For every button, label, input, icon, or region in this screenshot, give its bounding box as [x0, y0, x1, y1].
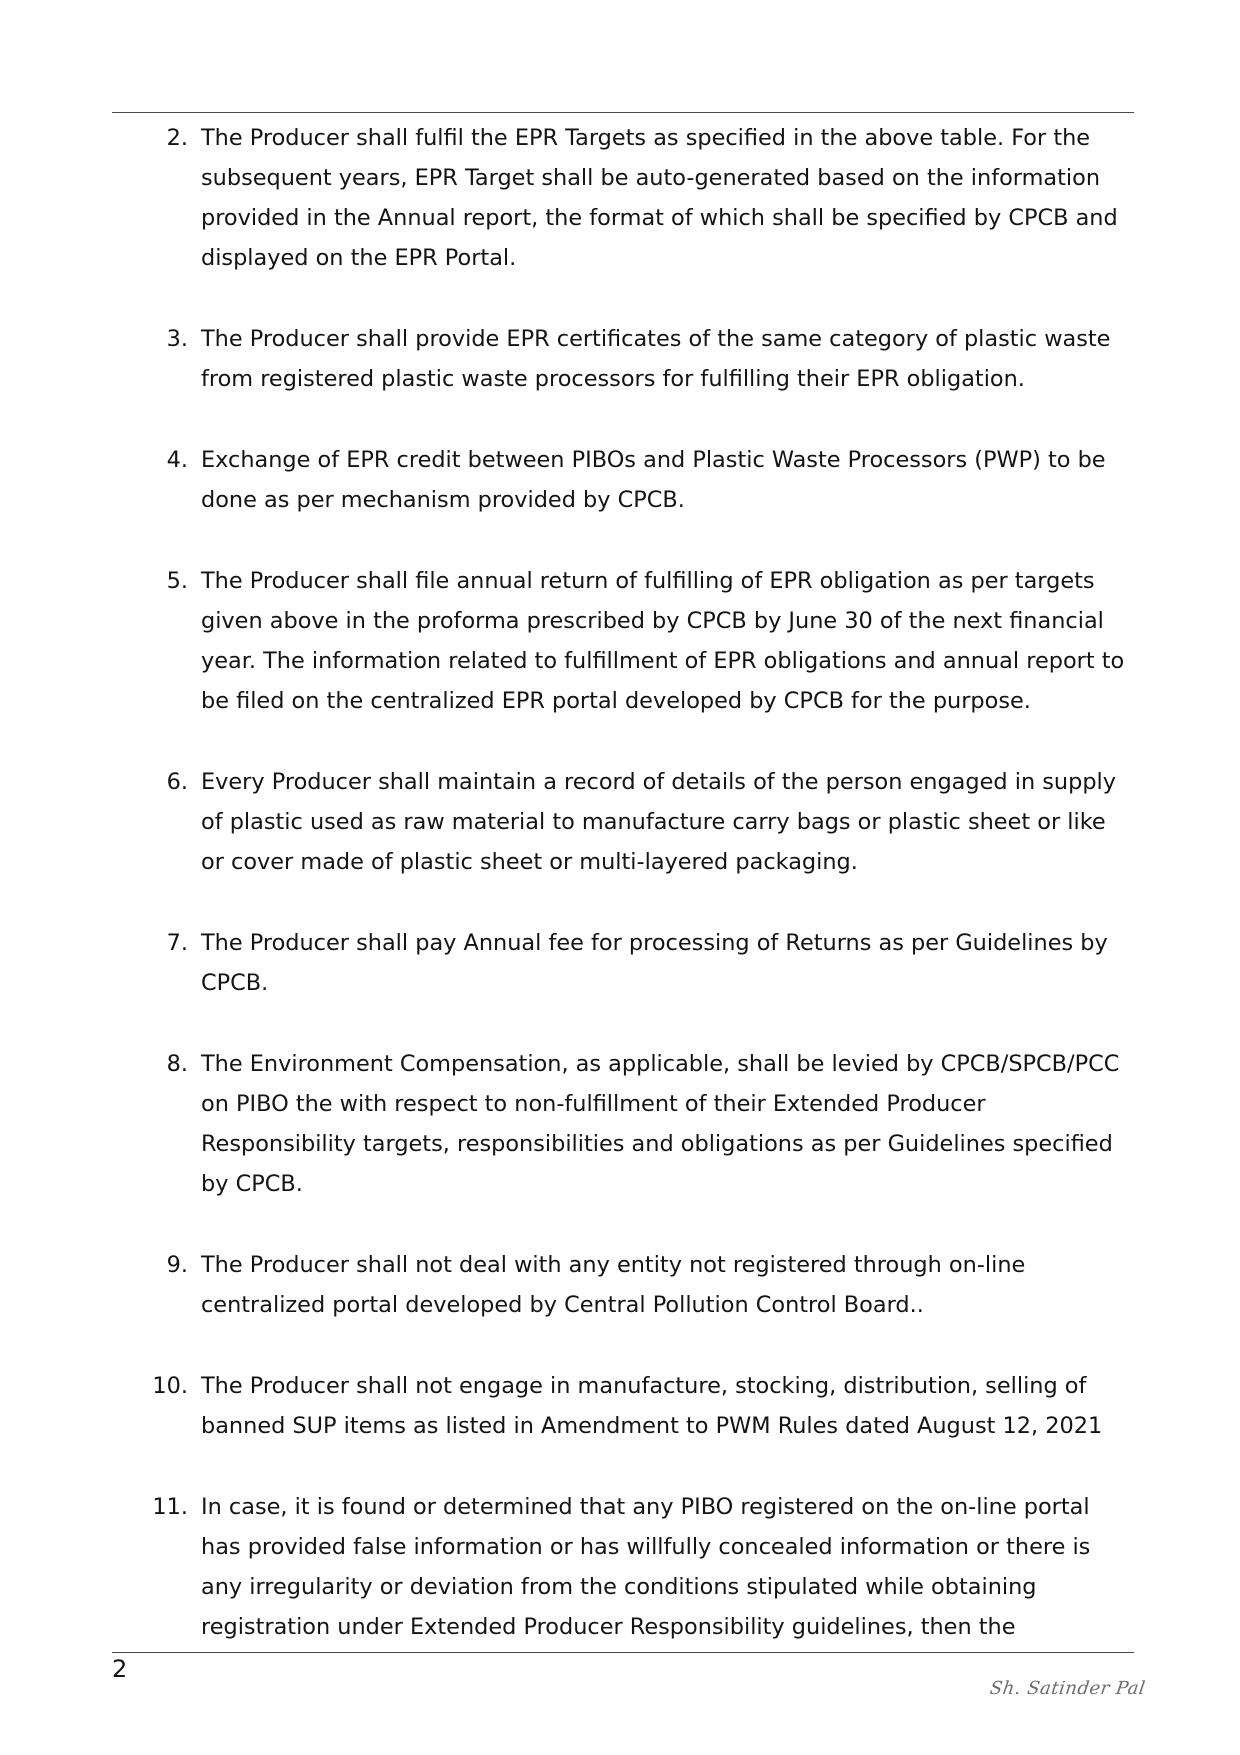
item-number: 8. [166, 1051, 188, 1077]
list-item [112, 561, 1134, 721]
item-text: The Producer shall file annual return of fulfilling of EPR obligation as per targets given above in the proforma prescribed by CPCB by June 30 of the next financial year. The information related to fulfillment of EPR obligations and annual report to be filed on the centralized EPR portal developed by CPCB for the purpose. [201, 568, 1125, 714]
item-text: The Producer shall not engage in manufacture, stocking, distribution, selling of banned SUP items as listed in Amendment to PWM Rules dated August 12, 2021 [201, 1373, 1103, 1439]
item-number: 4. [166, 447, 188, 473]
item-number: 11. [152, 1494, 188, 1520]
item-text: The Producer shall not deal with any entity not registered through on-line centralized portal developed by Central Pollution Control Board.. [201, 1252, 1026, 1318]
item-number: 10. [152, 1373, 188, 1399]
list-item [112, 1487, 1134, 1647]
item-text: The Producer shall fulfil the EPR Targets as specified in the above table. For the subsequent years, EPR Target shall be auto-generated based on the information provided in the Annual report, the format of which shall be specified by CPCB and displayed on the EPR Portal. [201, 125, 1118, 271]
signature: Sh. Satinder Pal [988, 1678, 1147, 1699]
item-number: 5. [166, 568, 188, 594]
item-text: The Producer shall provide EPR certificates of the same category of plastic waste from registered plastic waste processors for fulfilling their EPR obligation. [201, 326, 1111, 392]
item-number: 7. [166, 930, 188, 956]
footer-rule [112, 1652, 1134, 1653]
list-item [112, 118, 1134, 278]
item-number: 6. [166, 769, 188, 795]
item-text: Exchange of EPR credit between PIBOs and Plastic Waste Processors (PWP) to be done as per mechanism provided by CPCB. [201, 447, 1106, 513]
conditions-list [112, 118, 1134, 1688]
list-item [112, 923, 1134, 1003]
list-item [112, 1366, 1134, 1446]
header-rule [112, 112, 1134, 113]
item-number: 3. [166, 326, 188, 352]
item-text: In case, it is found or determined that any PIBO registered on the on-line portal has provided false information or has willfully concealed information or there is any irregularity or deviation from the conditions stipulated while obtaining registration under Extended Producer Responsibility guidelines, then the [201, 1494, 1091, 1640]
list-item [112, 762, 1134, 882]
list-item [112, 440, 1134, 520]
list-item [112, 1044, 1134, 1204]
list-item [112, 319, 1134, 399]
item-text: The Environment Compensation, as applicable, shall be levied by CPCB/SPCB/PCC on PIBO the with respect to non-fulfillment of their Extended Producer Responsibility targets, responsibilities and obligations as per Guidelines specified by CPCB. [201, 1051, 1120, 1197]
list-item [112, 1245, 1134, 1325]
item-number: 9. [166, 1252, 188, 1278]
item-text: The Producer shall pay Annual fee for processing of Returns as per Guidelines by CPCB. [201, 930, 1108, 996]
item-number: 2. [166, 125, 188, 151]
page-number: 2 [112, 1655, 128, 1683]
item-text: Every Producer shall maintain a record of details of the person engaged in supply of plastic used as raw material to manufacture carry bags or plastic sheet or like or cover made of plastic sheet or multi-layered packaging. [201, 769, 1117, 875]
